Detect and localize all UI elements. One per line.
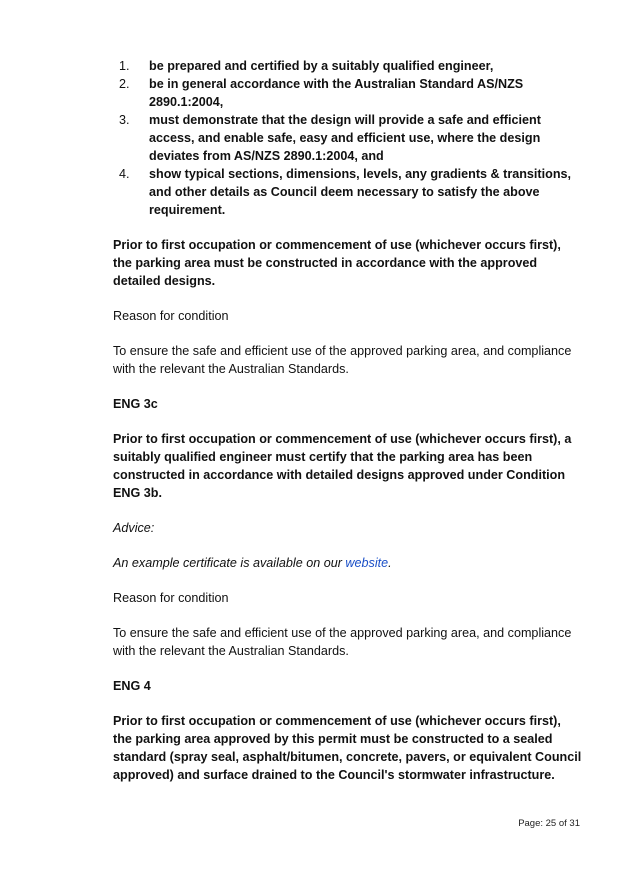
- list-item-text: be prepared and certified by a suitably qualified engineer,: [149, 59, 494, 73]
- prior-occupation-paragraph: Prior to first occupation or commencement of use (whichever occurs first), the parking area must be constructed in accordance with the approved detailed designs.: [113, 238, 561, 288]
- list-number: 1.: [119, 59, 130, 73]
- advice-text-after: .: [388, 556, 392, 570]
- list-item: [113, 57, 583, 75]
- reason-label: Reason for condition: [113, 309, 229, 323]
- eng4-heading: ENG 4: [113, 679, 151, 693]
- reason-label: Reason for condition: [113, 591, 229, 605]
- list-item-text: be in general accordance with the Australian Standard AS/NZS 2890.1:2004,: [149, 77, 524, 109]
- list-number: 2.: [119, 77, 130, 91]
- website-link[interactable]: website: [345, 556, 389, 570]
- eng4-text: Prior to first occupation or commencement of use (whichever occurs first), the parking area approved by this permit must be constructed to a sealed standard (spray seal, asphalt/bitumen, concrete, pavers, or equivalent Council approved) and surface drained to the Council's stormwater infrastructure.: [113, 714, 582, 782]
- advice-text-before: An example certificate is available on our: [113, 556, 346, 570]
- page-number: Page: 25 of 31: [518, 818, 580, 829]
- advice-text: [113, 554, 583, 572]
- eng3c-heading: ENG 3c: [113, 397, 158, 411]
- list-item: [113, 165, 583, 219]
- eng3c-text: Prior to first occupation or commencement of use (whichever occurs first), a suitably qualified engineer must certify that the parking area has been constructed in accordance with detailed designs approved under Condition ENG 3b.: [113, 432, 572, 500]
- page-content: [113, 57, 583, 784]
- list-number: 3.: [119, 113, 130, 127]
- list-item-text: show typical sections, dimensions, levels, any gradients & transitions, and other details as Council deem necessary to satisfy the above requirement.: [149, 167, 572, 217]
- list-item: [113, 111, 583, 165]
- requirements-list: [113, 57, 583, 219]
- list-item-text: must demonstrate that the design will provide a safe and efficient access, and enable safe, easy and efficient use, where the design deviates from AS/NZS 2890.1:2004, and: [149, 113, 541, 163]
- advice-label: Advice:: [113, 521, 155, 535]
- reason-text: To ensure the safe and efficient use of the approved parking area, and compliance with the relevant the Australian Standards.: [113, 626, 572, 658]
- list-number: 4.: [119, 167, 130, 181]
- list-item: [113, 75, 583, 111]
- reason-text: To ensure the safe and efficient use of the approved parking area, and compliance with the relevant the Australian Standards.: [113, 344, 572, 376]
